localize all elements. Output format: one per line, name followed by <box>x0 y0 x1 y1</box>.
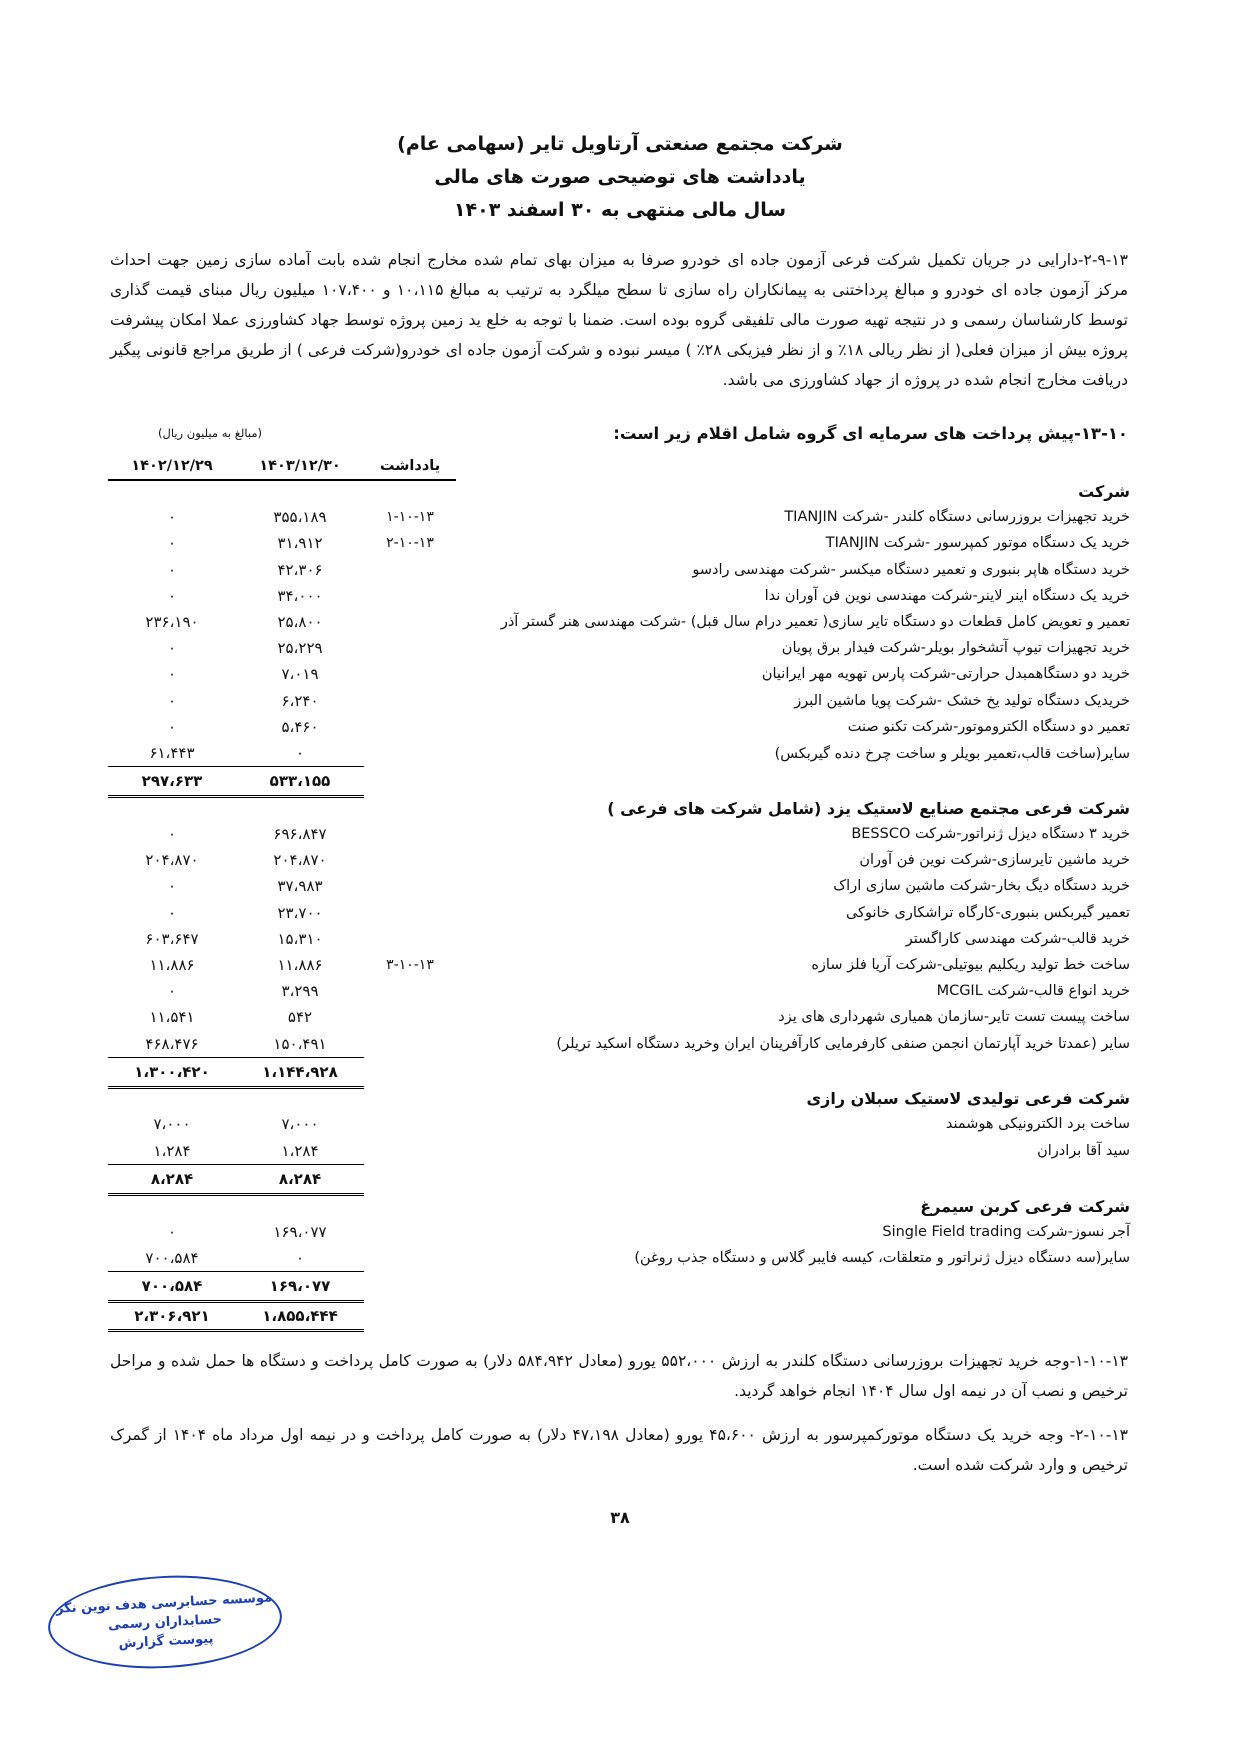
stamp-line-2: حسابداران رسمی <box>107 1611 223 1633</box>
grand-total-row <box>108 1302 1130 1331</box>
row-current-amount: ۳۱،۹۱۲ <box>277 534 323 553</box>
row-previous-amount: ۲۳۶،۱۹۰ <box>145 613 199 632</box>
stamp-line-3: پیوست گزارش <box>118 1630 214 1651</box>
group-title: شرکت فرعی مجتمع صنایع لاستیک یزد (شامل شرکت های فرعی ) <box>607 798 1130 818</box>
group-title-previous-cell <box>108 797 236 821</box>
group-title-row <box>108 797 1130 821</box>
table-row <box>108 926 1130 952</box>
row-previous-amount: ۰ <box>167 903 177 922</box>
row-note-reference <box>364 688 456 714</box>
table-row <box>108 609 1130 635</box>
row-description: خرید ماشین تایرسازی-شرکت نوین فن آوران <box>859 852 1130 869</box>
row-note-reference <box>364 635 456 661</box>
group-title-row <box>108 480 1130 504</box>
row-previous-amount: ۷،۰۰۰ <box>153 1115 191 1134</box>
table-row <box>108 1245 1130 1272</box>
row-current-amount: ۱۵۰،۴۹۱ <box>273 1034 327 1053</box>
footnote-2-10-13: ۲-۱۰-۱۳- وجه خرید یک دستگاه موتورکمپرسور به ارزش ۴۵،۶۰۰ یورو (معادل ۴۷،۱۹۸ دلار) به صورت کامل پرداخت و در نیمه اول مرداد ماه ۱۴۰۴ از گمرک ترخیص و وارد شرکت شده است. <box>110 1426 1128 1475</box>
row-current-amount: ۴۲،۳۰۶ <box>277 560 323 579</box>
row-note-reference <box>364 714 456 740</box>
group-subtotal-row <box>108 767 1130 797</box>
row-current-amount: ۶،۲۴۰ <box>281 691 319 710</box>
row-note-reference <box>364 1031 456 1058</box>
group-title-current-cell <box>236 797 364 821</box>
column-header-description <box>456 453 1130 480</box>
row-description: خرید قالب-شرکت مهندسی کاراگستر <box>905 930 1130 947</box>
row-description: خرید یک دستگاه موتور کمپرسور -شرکت TIANJIN <box>825 535 1130 552</box>
row-note-reference: ۳-۱۰-۱۳ <box>386 956 434 973</box>
table-row <box>108 873 1130 899</box>
row-current-amount: ۵،۴۶۰ <box>281 717 319 736</box>
footnote-1-10-13: ۱-۱۰-۱۳-وجه خرید تجهیزات بروزرسانی دستگاه کلندر به ارزش ۵۵۲،۰۰۰ یورو (معادل ۵۸۴،۹۴۲ دلار) به صورت کامل پرداخت و دستگاه ها حمل شده و مراحل ترخیص و نصب آن در نیمه اول سال ۱۴۰۴ انجام خواهد گردید. <box>110 1352 1128 1401</box>
table-row <box>108 847 1130 873</box>
row-current-amount: ۷،۰۰۰ <box>281 1115 319 1134</box>
row-previous-amount: ۶۰۳،۶۴۷ <box>145 929 199 948</box>
stamp-oval <box>46 1570 284 1674</box>
table-row <box>108 1031 1130 1058</box>
subtotal-label <box>456 1057 1130 1087</box>
row-previous-amount: ۰ <box>167 508 177 527</box>
document-title: یادداشت های توضیحی صورت های مالی <box>434 166 806 188</box>
subtotal-previous-amount: ۷۰۰،۵۸۴ <box>108 1271 236 1301</box>
subtotal-label <box>456 1271 1130 1301</box>
group-subtotal-row <box>108 1164 1130 1194</box>
row-description: خرید یک دستگاه اینر لاینر-شرکت مهندسی نوین فن آوران ندا <box>764 587 1130 604</box>
group-title-note-cell <box>364 1087 456 1111</box>
row-note-reference <box>364 609 456 635</box>
row-note-reference: ۲-۱۰-۱۳ <box>386 535 434 552</box>
section-heading-13-10: ۱۳-۱۰-پیش پرداخت های سرمایه ای گروه شامل اقلام زیر است: <box>613 424 1128 443</box>
row-previous-amount: ۰ <box>167 877 177 896</box>
row-note-reference <box>364 1111 456 1137</box>
table-row <box>108 583 1130 609</box>
column-header-previous-period: ۱۴۰۲/۱۲/۲۹ <box>108 453 236 480</box>
row-note-reference <box>364 1219 456 1245</box>
row-previous-amount: ۱،۲۸۴ <box>153 1141 191 1160</box>
row-description: سایر(سه دستگاه دیزل ژنراتور و متعلقات، کیسه فایبر گلاس و دستگاه جذب روغن) <box>634 1250 1130 1267</box>
auditor-stamp <box>52 1576 282 1664</box>
row-current-amount: ۲۳،۷۰۰ <box>277 903 323 922</box>
row-note-reference <box>364 926 456 952</box>
group-title: شرکت فرعی تولیدی لاستیک سبلان رازی <box>806 1089 1130 1109</box>
stamp-line-1: موسسه حسابرسی هدف نوین نگر <box>55 1589 273 1617</box>
row-previous-amount: ۲۰۴،۸۷۰ <box>145 851 199 870</box>
subtotal-note-cell <box>364 1164 456 1194</box>
fiscal-period: سال مالی منتهی به ۳۰ اسفند ۱۴۰۳ <box>453 199 787 221</box>
group-title-row <box>108 1195 1130 1219</box>
group-title-current-cell <box>236 1087 364 1111</box>
row-current-amount: ۶۹۶،۸۴۷ <box>273 824 327 843</box>
table-row <box>108 504 1130 530</box>
row-note-reference <box>364 900 456 926</box>
row-description: ساخت پیست تست تایر-سازمان همیاری شهرداری های یزد <box>778 1009 1130 1026</box>
row-previous-amount: ۰ <box>167 534 177 553</box>
subtotal-current-amount: ۱،۱۴۴،۹۲۸ <box>236 1057 364 1087</box>
row-note-reference <box>364 1245 456 1272</box>
row-description: تعمیر گیربکس بنبوری-کارگاه تراشکاری خانوکی <box>845 904 1130 921</box>
row-description: سایر (عمدتا خرید آپارتمان انجمن صنفی کارفرمایی کارآفرینان ایران وخرید دستگاه اسکید تریلر) <box>556 1036 1130 1053</box>
row-current-amount: ۰ <box>295 744 305 763</box>
row-note-reference <box>364 873 456 899</box>
grand-total-label <box>456 1302 1130 1331</box>
group-title-note-cell <box>364 480 456 504</box>
row-previous-amount: ۰ <box>167 560 177 579</box>
subtotal-previous-amount: ۱،۳۰۰،۴۲۰ <box>108 1057 236 1087</box>
row-note-reference <box>364 978 456 1004</box>
group-title-note-cell <box>364 1195 456 1219</box>
row-description: ساخت خط تولید ریکلیم بیوتیلی-شرکت آریا فلز سازه <box>811 956 1130 973</box>
page-number: ۳۸ <box>610 1508 630 1528</box>
subtotal-previous-amount: ۸،۲۸۴ <box>108 1164 236 1194</box>
row-previous-amount: ۰ <box>167 665 177 684</box>
row-current-amount: ۳۵۵،۱۸۹ <box>273 508 327 527</box>
table-row <box>108 1004 1130 1030</box>
subtotal-current-amount: ۱۶۹،۰۷۷ <box>236 1271 364 1301</box>
subtotal-current-amount: ۸،۲۸۴ <box>236 1164 364 1194</box>
row-previous-amount: ۱۱،۵۴۱ <box>149 1008 195 1027</box>
group-title: شرکت فرعی کربن سیمرغ <box>920 1196 1130 1216</box>
subtotal-current-amount: ۵۳۳،۱۵۵ <box>236 767 364 797</box>
subtotal-label <box>456 1164 1130 1194</box>
row-current-amount: ۱۱،۸۸۶ <box>277 955 323 974</box>
row-description: خریدیک دستگاه تولید یخ خشک -شرکت پویا ماشین البرز <box>794 692 1130 709</box>
row-previous-amount: ۶۱،۴۴۳ <box>149 744 195 763</box>
group-subtotal-row <box>108 1271 1130 1301</box>
row-current-amount: ۲۵،۸۰۰ <box>277 613 323 632</box>
company-name: شرکت مجتمع صنعتی آرتاویل تایر (سهامی عام) <box>397 133 843 155</box>
row-description: خرید دستگاه دیگ بخار-شرکت ماشین سازی اراک <box>833 878 1130 895</box>
row-note-reference <box>364 661 456 687</box>
row-description: آجر نسوز-شرکت Single Field trading <box>882 1223 1130 1240</box>
row-note-reference <box>364 1004 456 1030</box>
row-current-amount: ۱،۲۸۴ <box>281 1141 319 1160</box>
table-row <box>108 714 1130 740</box>
row-current-amount: ۱۵،۳۱۰ <box>277 929 323 948</box>
table-row <box>108 1219 1130 1245</box>
row-previous-amount: ۰ <box>167 586 177 605</box>
row-description: خرید دستگاه هاپر بنبوری و تعمیر دستگاه میکسر -شرکت مهندسی رادسو <box>692 561 1130 578</box>
row-description: خرید ۳ دستگاه دیزل ژنراتور-شرکت BESSCO <box>851 825 1130 842</box>
table-row <box>108 1111 1130 1137</box>
column-header-current-period: ۱۴۰۳/۱۲/۳۰ <box>236 453 364 480</box>
table-row <box>108 821 1130 847</box>
grand-total-note-cell <box>364 1302 456 1331</box>
row-description: خرید دو دستگاهمبدل حرارتی-شرکت پارس تهویه مهر ایرانیان <box>761 666 1130 683</box>
subtotal-note-cell <box>364 767 456 797</box>
units-note: (مبالغ به میلیون ریال) <box>158 426 262 440</box>
table-row <box>108 635 1130 661</box>
row-current-amount: ۳۴،۰۰۰ <box>277 586 323 605</box>
grand-total-current-amount: ۱،۸۵۵،۴۴۴ <box>236 1302 364 1331</box>
row-current-amount: ۷،۰۱۹ <box>281 665 319 684</box>
table-row <box>108 1138 1130 1165</box>
subtotal-note-cell <box>364 1057 456 1087</box>
row-previous-amount: ۷۰۰،۵۸۴ <box>145 1248 199 1267</box>
table-row <box>108 952 1130 978</box>
group-title: شرکت <box>1078 482 1130 502</box>
row-current-amount: ۲۰۴،۸۷۰ <box>273 851 327 870</box>
subtotal-label <box>456 767 1130 797</box>
row-previous-amount: ۰ <box>167 824 177 843</box>
row-note-reference <box>364 821 456 847</box>
row-description: سید آقا برادران <box>1037 1143 1130 1160</box>
row-previous-amount: ۴۶۸،۴۷۶ <box>145 1034 199 1053</box>
group-title-current-cell <box>236 1195 364 1219</box>
subtotal-previous-amount: ۲۹۷،۶۳۳ <box>108 767 236 797</box>
group-title-current-cell <box>236 480 364 504</box>
column-header-note: یادداشت <box>364 453 456 480</box>
table-row <box>108 661 1130 687</box>
row-current-amount: ۵۴۲ <box>287 1008 313 1027</box>
group-title-previous-cell <box>108 1195 236 1219</box>
row-current-amount: ۲۵،۲۲۹ <box>277 639 323 658</box>
table-row <box>108 557 1130 583</box>
row-current-amount: ۳،۲۹۹ <box>281 982 319 1001</box>
row-note-reference <box>364 740 456 767</box>
row-current-amount: ۰ <box>295 1248 305 1267</box>
row-description: ساخت برد الکترونیکی هوشمند <box>945 1116 1130 1133</box>
capital-prepayments-table <box>108 453 1130 1332</box>
row-description: خرید تجهیزات تیوپ آتشخوار بویلر-شرکت فیدار برق پویان <box>781 640 1130 657</box>
group-subtotal-row <box>108 1057 1130 1087</box>
table-row <box>108 688 1130 714</box>
row-description: سایر(ساخت قالب،تعمیر بویلر و ساخت چرخ دنده گیربکس) <box>774 745 1130 762</box>
subtotal-note-cell <box>364 1271 456 1301</box>
row-current-amount: ۳۷،۹۸۳ <box>277 877 323 896</box>
table-row <box>108 740 1130 767</box>
table-header-row <box>108 453 1130 480</box>
table-row <box>108 900 1130 926</box>
row-note-reference: ۱-۱۰-۱۳ <box>386 509 434 526</box>
group-title-row <box>108 1087 1130 1111</box>
table-row <box>108 978 1130 1004</box>
document-header <box>0 128 1240 227</box>
row-description: خرید تجهیزات بروزرسانی دستگاه کلندر -شرکت TIANJIN <box>784 509 1130 526</box>
row-previous-amount: ۰ <box>167 982 177 1001</box>
group-title-note-cell <box>364 797 456 821</box>
row-note-reference <box>364 847 456 873</box>
group-title-previous-cell <box>108 1087 236 1111</box>
row-previous-amount: ۰ <box>167 717 177 736</box>
row-previous-amount: ۰ <box>167 639 177 658</box>
table-body <box>108 453 1130 1331</box>
row-previous-amount: ۰ <box>167 691 177 710</box>
row-note-reference <box>364 557 456 583</box>
row-description: خرید انواع قالب-شرکت MCGIL <box>936 983 1130 1000</box>
row-note-reference <box>364 1138 456 1165</box>
row-description: تعمیر و تعویض کامل قطعات دو دستگاه تایر سازی( تعمیر درام سال قبل) -شرکت مهندسی هنر گستر آذر <box>500 614 1130 631</box>
row-description: تعمیر دو دستگاه الکتروموتور-شرکت تکنو صنت <box>847 718 1130 735</box>
row-previous-amount: ۱۱،۸۸۶ <box>149 955 195 974</box>
row-current-amount: ۱۶۹،۰۷۷ <box>273 1222 327 1241</box>
group-title-previous-cell <box>108 480 236 504</box>
table-row <box>108 530 1130 556</box>
note-2-9-13-paragraph: ۲-۹-۱۳-دارایی در جریان تکمیل شرکت فرعی آزمون جاده ای خودرو صرفا به میزان بهای تمام شده مخارج انجام شده بابت آماده سازی زمین جهت احداث مرکز آزمون جاده ای خودرو و مبالغ پرداختنی به پیمانکاران راه سازی تا سطح میلگرد به ترتیب به مبالغ ۱۰،۱۱۵ و ۱۰۷،۴۰۰ میلیون ریال مبنای قیمت گذاری توسط کارشناسان رسمی و در نتیجه تهیه صورت مالی تلفیقی گروه بوده است. ضمنا با توجه به خلع ید زمین پروژه توسط جهاد کشاورزی عملا امکان پیشرفت پروژه بیش از میزان فعلی( از نظر ریالی ۱۸٪ و از نظر فیزیکی ۲۸٪ ) میسر نبوده و شرکت آزمون جاده ای خودرو(شرکت فرعی ) از طریق مراجع قانونی پیگیر دریافت مخارج انجام شده در پروژه از جهاد کشاورزی می باشد. <box>110 251 1128 389</box>
grand-total-previous-amount: ۲،۳۰۶،۹۲۱ <box>108 1302 236 1331</box>
row-note-reference <box>364 583 456 609</box>
row-previous-amount: ۰ <box>167 1222 177 1241</box>
